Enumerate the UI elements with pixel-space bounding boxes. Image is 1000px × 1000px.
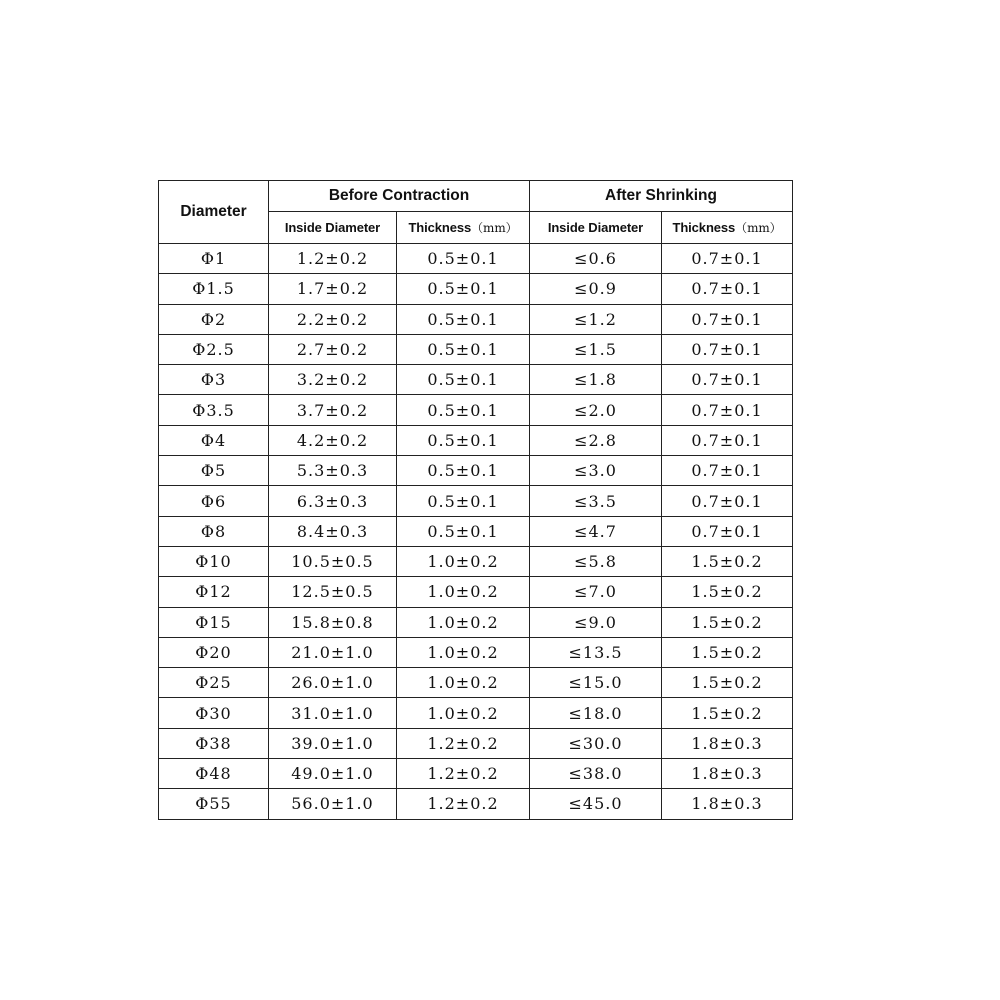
cell-before-thickness: 0.5±0.1 <box>397 274 530 304</box>
table-row <box>159 244 793 274</box>
header-after-thickness <box>662 212 793 244</box>
cell-before-thickness: 0.5±0.1 <box>397 244 530 274</box>
cell-after-thickness: 0.7±0.1 <box>662 456 793 486</box>
table-row <box>159 637 793 667</box>
cell-before-thickness: 1.0±0.2 <box>397 577 530 607</box>
cell-after-inside-diameter: ≤1.2 <box>530 304 662 334</box>
cell-diameter: Φ12 <box>159 577 269 607</box>
cell-after-inside-diameter: ≤30.0 <box>530 728 662 758</box>
cell-after-inside-diameter: ≤9.0 <box>530 607 662 637</box>
table-row <box>159 728 793 758</box>
header-after-thickness-unit: （mm） <box>735 221 782 235</box>
cell-before-inside-diameter: 3.2±0.2 <box>269 365 397 395</box>
cell-before-inside-diameter: 12.5±0.5 <box>269 577 397 607</box>
table-row <box>159 668 793 698</box>
cell-after-inside-diameter: ≤18.0 <box>530 698 662 728</box>
cell-after-thickness: 1.5±0.2 <box>662 668 793 698</box>
cell-after-inside-diameter: ≤15.0 <box>530 668 662 698</box>
cell-before-thickness: 1.0±0.2 <box>397 546 530 576</box>
cell-before-thickness: 0.5±0.1 <box>397 486 530 516</box>
cell-before-inside-diameter: 1.7±0.2 <box>269 274 397 304</box>
cell-before-inside-diameter: 56.0±1.0 <box>269 789 397 819</box>
cell-after-thickness: 1.8±0.3 <box>662 759 793 789</box>
cell-after-thickness: 1.5±0.2 <box>662 577 793 607</box>
cell-after-thickness: 0.7±0.1 <box>662 304 793 334</box>
table-row <box>159 425 793 455</box>
cell-after-thickness: 1.8±0.3 <box>662 728 793 758</box>
table-body <box>159 244 793 820</box>
table-row <box>159 365 793 395</box>
table-row <box>159 577 793 607</box>
cell-before-inside-diameter: 1.2±0.2 <box>269 244 397 274</box>
cell-before-thickness: 1.0±0.2 <box>397 668 530 698</box>
table-row <box>159 759 793 789</box>
cell-before-thickness: 0.5±0.1 <box>397 334 530 364</box>
header-before-thickness <box>397 212 530 244</box>
cell-diameter: Φ6 <box>159 486 269 516</box>
cell-after-thickness: 0.7±0.1 <box>662 274 793 304</box>
cell-before-inside-diameter: 3.7±0.2 <box>269 395 397 425</box>
header-before-contraction: Before Contraction <box>269 181 530 212</box>
cell-diameter: Φ5 <box>159 456 269 486</box>
cell-diameter: Φ3.5 <box>159 395 269 425</box>
cell-diameter: Φ1.5 <box>159 274 269 304</box>
cell-before-thickness: 0.5±0.1 <box>397 456 530 486</box>
cell-before-thickness: 0.5±0.1 <box>397 304 530 334</box>
header-before-inside-diameter: Inside Diameter <box>269 212 397 244</box>
cell-after-inside-diameter: ≤13.5 <box>530 637 662 667</box>
cell-before-thickness: 1.0±0.2 <box>397 698 530 728</box>
cell-after-inside-diameter: ≤3.5 <box>530 486 662 516</box>
cell-before-thickness: 0.5±0.1 <box>397 365 530 395</box>
table-row <box>159 698 793 728</box>
cell-after-inside-diameter: ≤3.0 <box>530 456 662 486</box>
table-row <box>159 456 793 486</box>
cell-after-inside-diameter: ≤1.8 <box>530 365 662 395</box>
cell-before-thickness: 1.0±0.2 <box>397 637 530 667</box>
cell-diameter: Φ25 <box>159 668 269 698</box>
cell-after-inside-diameter: ≤45.0 <box>530 789 662 819</box>
header-diameter: Diameter <box>159 181 269 244</box>
cell-after-inside-diameter: ≤38.0 <box>530 759 662 789</box>
cell-before-thickness: 1.2±0.2 <box>397 759 530 789</box>
spec-table <box>158 180 793 820</box>
cell-after-thickness: 0.7±0.1 <box>662 395 793 425</box>
header-before-thickness-unit: （mm） <box>471 221 518 235</box>
cell-before-inside-diameter: 6.3±0.3 <box>269 486 397 516</box>
cell-after-thickness: 1.5±0.2 <box>662 637 793 667</box>
cell-diameter: Φ10 <box>159 546 269 576</box>
cell-after-thickness: 0.7±0.1 <box>662 425 793 455</box>
cell-before-inside-diameter: 10.5±0.5 <box>269 546 397 576</box>
table-row <box>159 516 793 546</box>
cell-before-inside-diameter: 49.0±1.0 <box>269 759 397 789</box>
cell-after-thickness: 0.7±0.1 <box>662 365 793 395</box>
cell-diameter: Φ55 <box>159 789 269 819</box>
cell-after-inside-diameter: ≤5.8 <box>530 546 662 576</box>
cell-before-inside-diameter: 21.0±1.0 <box>269 637 397 667</box>
table-row <box>159 607 793 637</box>
cell-after-inside-diameter: ≤2.8 <box>530 425 662 455</box>
header-after-inside-diameter: Inside Diameter <box>530 212 662 244</box>
header-before-thickness-label: Thickness <box>408 220 472 235</box>
cell-before-inside-diameter: 4.2±0.2 <box>269 425 397 455</box>
table-row <box>159 274 793 304</box>
cell-diameter: Φ2.5 <box>159 334 269 364</box>
table-row <box>159 486 793 516</box>
cell-before-inside-diameter: 5.3±0.3 <box>269 456 397 486</box>
cell-after-inside-diameter: ≤4.7 <box>530 516 662 546</box>
header-after-shrinking: After Shrinking <box>530 181 793 212</box>
cell-before-inside-diameter: 15.8±0.8 <box>269 607 397 637</box>
cell-after-inside-diameter: ≤0.6 <box>530 244 662 274</box>
cell-after-thickness: 0.7±0.1 <box>662 334 793 364</box>
header-row-group <box>159 181 793 212</box>
cell-before-inside-diameter: 31.0±1.0 <box>269 698 397 728</box>
cell-after-inside-diameter: ≤2.0 <box>530 395 662 425</box>
cell-after-inside-diameter: ≤0.9 <box>530 274 662 304</box>
cell-diameter: Φ15 <box>159 607 269 637</box>
cell-after-thickness: 1.5±0.2 <box>662 698 793 728</box>
cell-after-inside-diameter: ≤1.5 <box>530 334 662 364</box>
cell-before-thickness: 1.0±0.2 <box>397 607 530 637</box>
cell-before-inside-diameter: 2.2±0.2 <box>269 304 397 334</box>
cell-diameter: Φ30 <box>159 698 269 728</box>
table-row <box>159 395 793 425</box>
cell-before-inside-diameter: 26.0±1.0 <box>269 668 397 698</box>
cell-before-thickness: 0.5±0.1 <box>397 516 530 546</box>
cell-before-thickness: 1.2±0.2 <box>397 728 530 758</box>
cell-after-thickness: 0.7±0.1 <box>662 244 793 274</box>
cell-before-inside-diameter: 2.7±0.2 <box>269 334 397 364</box>
cell-diameter: Φ2 <box>159 304 269 334</box>
cell-before-inside-diameter: 39.0±1.0 <box>269 728 397 758</box>
cell-diameter: Φ4 <box>159 425 269 455</box>
cell-before-thickness: 0.5±0.1 <box>397 395 530 425</box>
cell-before-inside-diameter: 8.4±0.3 <box>269 516 397 546</box>
table-row <box>159 546 793 576</box>
cell-after-thickness: 1.8±0.3 <box>662 789 793 819</box>
table-row <box>159 789 793 819</box>
cell-after-thickness: 1.5±0.2 <box>662 546 793 576</box>
cell-after-inside-diameter: ≤7.0 <box>530 577 662 607</box>
cell-before-thickness: 1.2±0.2 <box>397 789 530 819</box>
cell-after-thickness: 0.7±0.1 <box>662 486 793 516</box>
cell-diameter: Φ38 <box>159 728 269 758</box>
cell-after-thickness: 0.7±0.1 <box>662 516 793 546</box>
cell-diameter: Φ1 <box>159 244 269 274</box>
table-row <box>159 334 793 364</box>
header-after-thickness-label: Thickness <box>672 220 736 235</box>
cell-after-thickness: 1.5±0.2 <box>662 607 793 637</box>
table-row <box>159 304 793 334</box>
cell-diameter: Φ20 <box>159 637 269 667</box>
cell-diameter: Φ3 <box>159 365 269 395</box>
cell-diameter: Φ48 <box>159 759 269 789</box>
cell-before-thickness: 0.5±0.1 <box>397 425 530 455</box>
cell-diameter: Φ8 <box>159 516 269 546</box>
